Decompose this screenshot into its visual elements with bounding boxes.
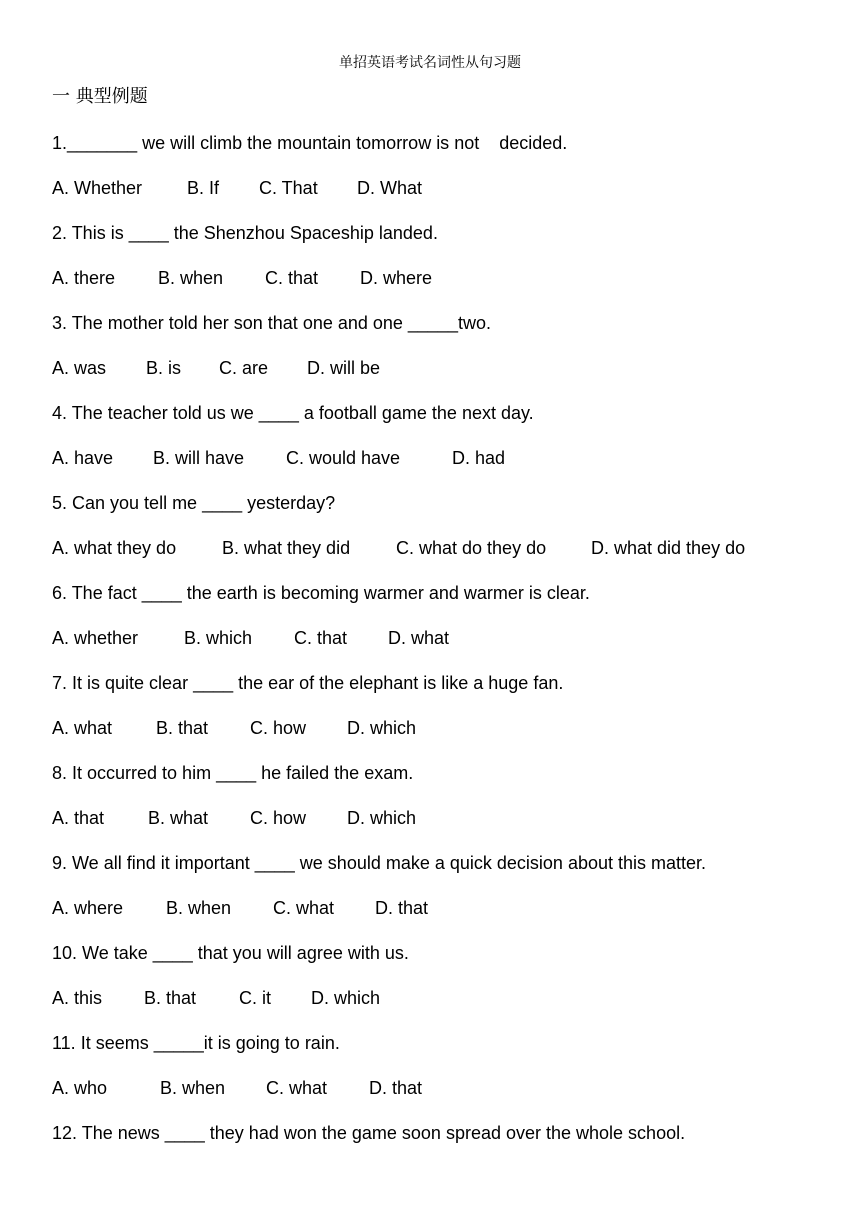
question-stem: 6. The fact ____ the earth is becoming warmer and warmer is clear. [52, 583, 590, 603]
options-row [52, 266, 832, 311]
options-row [52, 1076, 832, 1121]
page-title: 单招英语考试名词性从句习题 [339, 55, 521, 71]
option-b[interactable]: B. what [148, 808, 209, 828]
option-a[interactable]: A. there [52, 268, 116, 288]
option-c[interactable]: C. That [259, 178, 318, 198]
options-row [52, 716, 832, 761]
option-a[interactable]: A. what [52, 718, 113, 738]
option-a[interactable]: A. where [52, 898, 124, 918]
question-stem: 9. We all find it important ____ we should make a quick decision about this matter. [52, 853, 707, 873]
question-stem: 12. The news ____ they had won the game soon spread over the whole school. [52, 1123, 686, 1143]
question-stem: 8. It occurred to him ____ he failed the exam. [52, 763, 414, 783]
option-c[interactable]: C. that [294, 628, 348, 648]
options-row [52, 176, 832, 221]
question-stem: 10. We take ____ that you will agree with us. [52, 943, 409, 963]
option-d[interactable]: D. which [347, 808, 417, 828]
options-row [52, 896, 832, 941]
option-d[interactable]: D. What [357, 178, 423, 198]
question-stem: 2. This is ____ the Shenzhou Spaceship landed. [52, 223, 438, 243]
option-a[interactable]: A. this [52, 988, 103, 1008]
option-b[interactable]: B. that [156, 718, 209, 738]
option-b[interactable]: B. that [144, 988, 197, 1008]
option-c[interactable]: C. what [266, 1078, 328, 1098]
question-stem: 1._______ we will climb the mountain tomorrow is not decided. [52, 133, 568, 153]
options-row [52, 356, 832, 401]
option-d[interactable]: D. that [375, 898, 429, 918]
option-c[interactable]: C. what [273, 898, 335, 918]
question-stem: 3. The mother told her son that one and one _____two. [52, 313, 491, 333]
option-d[interactable]: D. which [311, 988, 381, 1008]
option-b[interactable]: B. If [187, 178, 220, 198]
option-c[interactable]: C. how [250, 808, 307, 828]
option-d[interactable]: D. that [369, 1078, 423, 1098]
option-a[interactable]: A. Whether [52, 178, 143, 198]
option-d[interactable]: D. had [452, 448, 506, 468]
question-stem: 7. It is quite clear ____ the ear of the elephant is like a huge fan. [52, 673, 564, 693]
option-a[interactable]: A. who [52, 1078, 108, 1098]
question-list [52, 131, 832, 1166]
options-row [52, 806, 832, 851]
option-b[interactable]: B. when [160, 1078, 226, 1098]
option-c[interactable]: C. what do they do [396, 538, 547, 558]
option-d[interactable]: D. will be [307, 358, 381, 378]
option-d[interactable]: D. what [388, 628, 450, 648]
option-d[interactable]: D. which [347, 718, 417, 738]
option-b[interactable]: B. what they did [222, 538, 351, 558]
option-a[interactable]: A. have [52, 448, 114, 468]
option-b[interactable]: B. will have [153, 448, 245, 468]
option-c[interactable]: C. are [219, 358, 269, 378]
option-a[interactable]: A. what they do [52, 538, 177, 558]
option-c[interactable]: C. that [265, 268, 319, 288]
options-row [52, 986, 832, 1031]
option-d[interactable]: D. where [360, 268, 433, 288]
option-c[interactable]: C. how [250, 718, 307, 738]
option-d[interactable]: D. what did they do [591, 538, 746, 558]
option-b[interactable]: B. is [146, 358, 182, 378]
question-stem: 11. It seems _____it is going to rain. [52, 1033, 340, 1053]
option-b[interactable]: B. when [158, 268, 224, 288]
options-row [52, 536, 832, 581]
question-stem: 5. Can you tell me ____ yesterday? [52, 493, 336, 513]
option-a[interactable]: A. was [52, 358, 107, 378]
option-b[interactable]: B. when [166, 898, 232, 918]
option-c[interactable]: C. would have [286, 448, 401, 468]
option-a[interactable]: A. whether [52, 628, 139, 648]
options-row [52, 446, 832, 491]
option-c[interactable]: C. it [239, 988, 272, 1008]
options-row [52, 626, 832, 671]
option-b[interactable]: B. which [184, 628, 253, 648]
section-heading: 一 典型例题 [52, 86, 148, 107]
option-a[interactable]: A. that [52, 808, 105, 828]
question-stem: 4. The teacher told us we ____ a football game the next day. [52, 403, 534, 423]
